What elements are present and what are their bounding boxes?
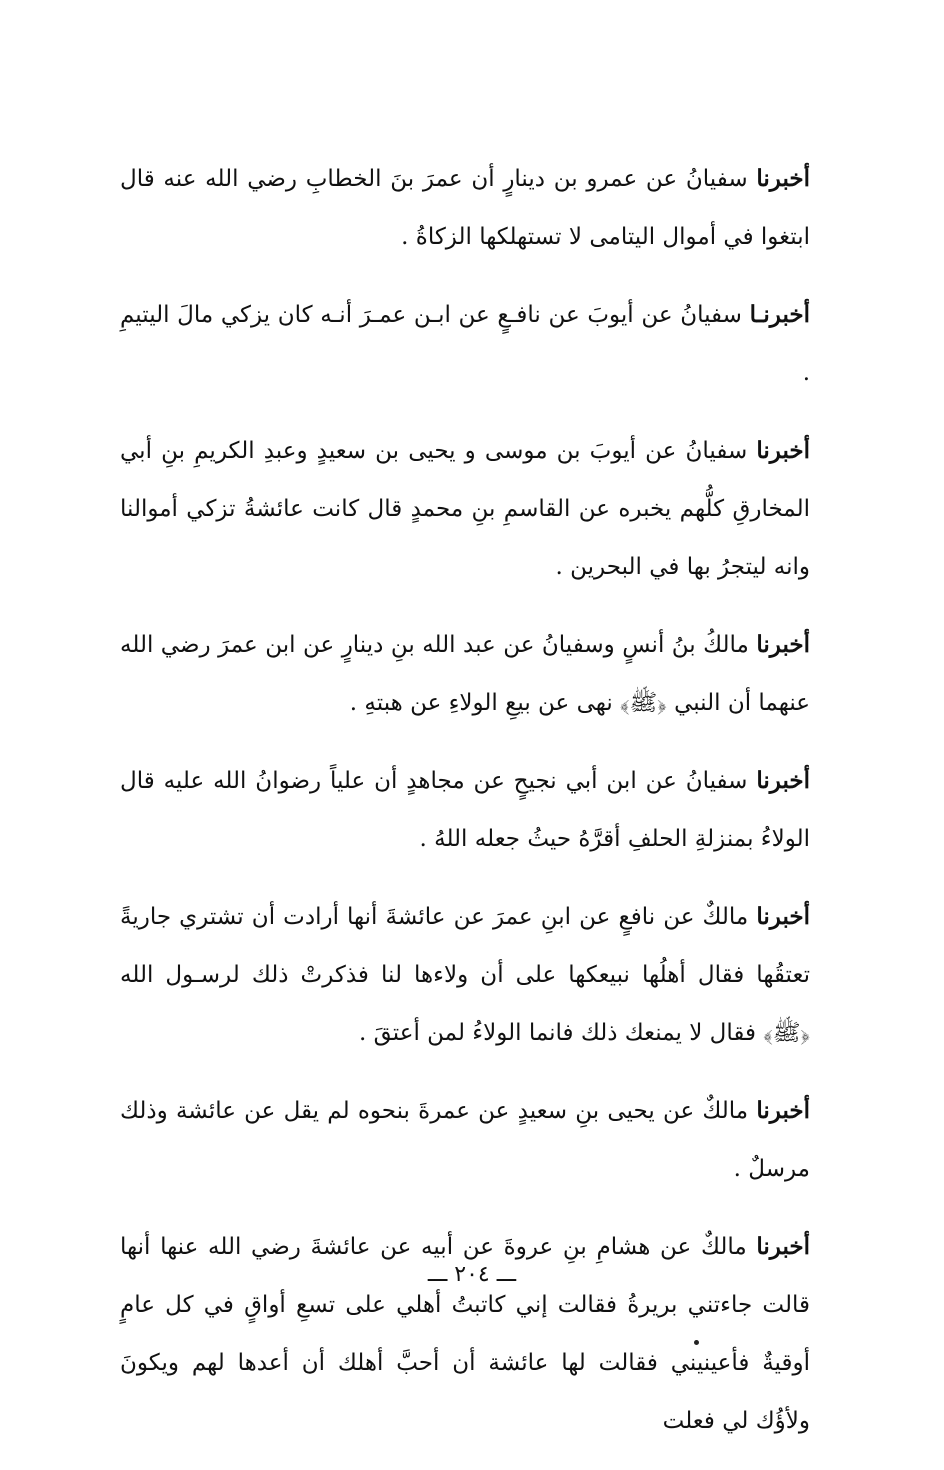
- paragraph-text: سفيانُ عن أيوبَ بن موسى و يحيى بن سعيدٍ وعبدِ الكريمِ بنِ أبي المخارقِ كلُّهم يخبره عن القاسمِ بنِ محمدٍ قال كانت عائشةُ تزكي أموالنا وانه ليتجرُ بها في البحرين .: [120, 438, 810, 580]
- paragraph-lead: أخبرنا: [756, 1097, 810, 1124]
- page-number: ـــ ٢٠٤ ـــ: [427, 1262, 517, 1287]
- paragraph-lead: أخبرنا: [756, 631, 810, 658]
- paragraph-lead: أخبرنا: [756, 903, 810, 930]
- paragraph-text: مالكُ بنُ أنسٍ وسفيانُ عن عبد الله بنِ دينارٍ عن ابن عمرَ رضي الله عنهما أن النبي ﴿ﷺ﴾ نهى عن بيعِ الولاءِ عن هبتهِ .: [120, 632, 810, 716]
- paragraph-lead: أخبرنا: [756, 165, 810, 192]
- ink-dot: [694, 1340, 699, 1345]
- paragraph-lead: أخبرنـا: [749, 301, 810, 328]
- paragraph-7: [120, 1082, 810, 1198]
- paragraph-text: مالكٌ عن يحيى بنِ سعيدٍ عن عمرةَ بنحوه لم يقل عن عائشة وذلك مرسلٌ .: [120, 1098, 810, 1182]
- paragraph-5: [120, 752, 810, 868]
- paragraph-6: [120, 888, 810, 1062]
- paragraph-text: سفيانُ عن عمرو بن دينارٍ أن عمرَ بنَ الخطابِ رضي الله عنه قال ابتغوا في أموال اليتامى لا تستهلكها الزكاةُ .: [120, 166, 810, 250]
- paragraph-1: [120, 150, 810, 266]
- paragraph-text: مالكٌ عن نافعٍ عن ابنِ عمرَ عن عائشةَ أنها أرادت أن تشتري جاريةً تعتقُها فقال أهلُها نبيعكها على أن ولاءها لنا فذكرتْ ذلك لرسـول الله ﴿ﷺ﴾ فقال لا يمنعك ذلك فانما الولاءُ لمن أعتقَ .: [120, 904, 810, 1046]
- paragraph-lead: أخبرنا: [756, 1233, 810, 1260]
- paragraph-2: [120, 286, 810, 402]
- paragraph-text: سفيانُ عن ابن أبي نجيحٍ عن مجاهدٍ أن علياً رضوانُ الله عليه قال الولاءُ بمنزلةِ الحلفِ أقرَّهُ حيثُ جعله اللهُ .: [120, 768, 810, 852]
- paragraph-lead: أخبرنا: [756, 767, 810, 794]
- paragraph-3: [120, 422, 810, 596]
- paragraph-8: [120, 1218, 810, 1450]
- paragraph-text: سفيانُ عن أيوبَ عن نافـعٍ عن ابـن عمـرَ أنـه كان يزكي مالَ اليتيمِ .: [120, 302, 810, 386]
- paragraph-4: [120, 616, 810, 732]
- paragraph-text: مالكٌ عن هشامِ بنِ عروةَ عن أبيه عن عائشةَ رضي الله عنها أنها قالت جاءتني بريرةُ فقالت إني كاتبتُ أهلي على تسعِ أواقٍ في كل عامٍ أوقيةٌ فأعينيني فقالت لها عائشة أن أحبَّ أهلك أن أعدها لهم ويكونَ ولأؤُك لي فعلت: [120, 1234, 810, 1434]
- paragraph-lead: أخبرنا: [756, 437, 810, 464]
